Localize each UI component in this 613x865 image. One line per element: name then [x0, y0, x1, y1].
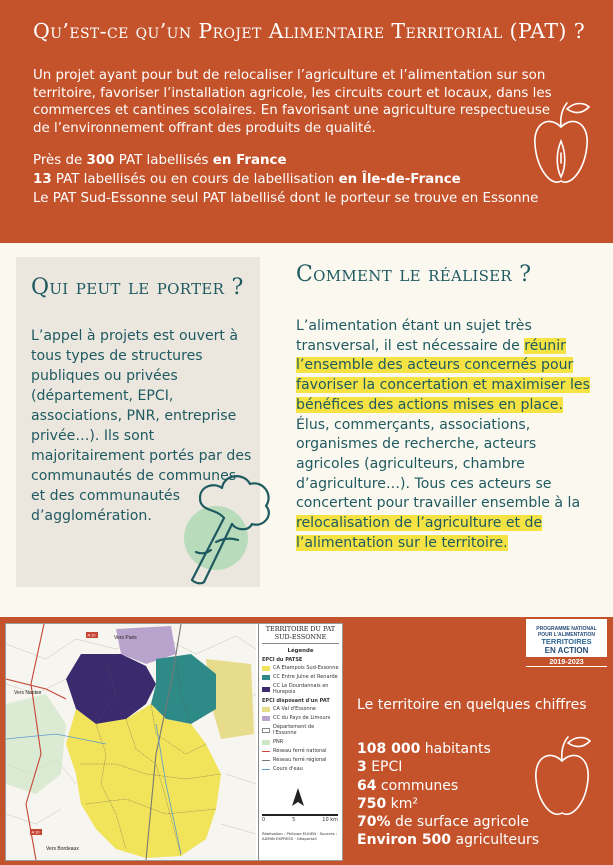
territory-map [5, 623, 343, 861]
map-road-badge: A 10 [87, 632, 96, 638]
main-title: Qu’est-ce qu’un Projet Alimentaire Territorial (PAT) ? [33, 19, 586, 43]
how-to-section [296, 262, 596, 553]
programme-years: 2019-2023 [526, 657, 607, 666]
legend-swatch [262, 707, 270, 712]
figure-line: 64 communes [357, 777, 459, 794]
map-label-bordeaux: Vers Bordeaux [46, 846, 79, 852]
who-title: Qui peut le porter ? [31, 275, 244, 300]
figure-line: 108 000 habitants [357, 741, 491, 757]
stats-block [33, 152, 589, 208]
figure-line: Environ 500 agriculteurs [357, 832, 540, 849]
key-figures-title: Le territoire en quelques chiffres [357, 697, 587, 713]
how-title: Comment le réaliser ? [296, 262, 532, 287]
legend-line [262, 760, 270, 761]
legend-item: CC Entre Juine et Renarde [262, 674, 339, 680]
legend-item: PNR [262, 739, 339, 745]
figure-line: 750 km² [357, 795, 419, 812]
apple-icon [529, 97, 593, 193]
legend-item: CA Etampois Sud-Essonne [262, 665, 339, 671]
map-title: TERRITOIRE DU PAT SUD-ESSONNE [262, 626, 339, 644]
intro-paragraph: Un projet ayant pour but de relocaliser l’agriculture et l’alimentation sur son territoire, favoriser l’installation agricole, les circuits court et locaux, dans les commerces et cantines scolaires. En favorisant une agriculture respectueuse de l’environnement offrant des produits de qualité. [33, 68, 552, 136]
legend-swatch [262, 728, 270, 733]
legend-swatch [262, 666, 270, 671]
legend-section-pat: EPCI disposant d'un PAT [262, 698, 330, 704]
territory-banner [0, 617, 613, 865]
map-label-nantes: Vers Nantes [14, 690, 42, 696]
legend-swatch [262, 675, 270, 680]
legend-item: CA Val d'Essonne [262, 706, 339, 712]
legend-item: Réseau ferré national [262, 748, 339, 754]
scale-bar: 0 5 10 km [262, 814, 338, 823]
programme-logo: PROGRAMME NATIONAL POUR L'ALIMENTATION TERRITOIRES EN ACTION 2019-2023 [526, 619, 607, 667]
legend-swatch [262, 740, 270, 745]
legend-line [262, 769, 270, 770]
legend-swatch [262, 716, 270, 721]
legend-section-patse: EPCI du PATSE [262, 657, 303, 663]
intro-banner [0, 0, 613, 243]
how-body: L’alimentation étant un sujet très transversal, il est nécessaire de réunir l’ensemble des acteurs concernés pour favoriser la concertation et maximiser les bénéfices des actions mises en place. Élus, commerçants, associations, organismes de recherche, acteurs agricoles (agriculteurs, chambre d’agriculture…). Tous ces acteurs se concertent pour travailler ensemble à la relocalisation de l’agriculture et de l’alimentation sur le territoire. [296, 318, 590, 551]
figure-line: 3 EPCI [357, 759, 403, 776]
who-body: L’appel à projets est ouvert à tous types de structures publiques ou privées (département, EPCI, associations, PNR, entreprise privée…). Ils sont majoritairement portés par des communautés de communes et des communautés d’agglomération. [31, 328, 252, 524]
legend-item: Département de l'Essonne [262, 724, 339, 736]
legend-item: Cours d'eau [262, 766, 339, 772]
map-label-paris: Vers Paris [114, 635, 137, 641]
broccoli-icon [178, 468, 278, 588]
legend-line [262, 751, 270, 752]
stat-line-idf: 13 PAT labellisés ou en cours de labellisation en Île-de-France [33, 171, 461, 187]
legend-item: CC du Pays de Limours [262, 715, 339, 721]
legend-item: Réseau ferré régional [262, 757, 339, 763]
highlight-gather: réunir l’ensemble des acteurs concernés pour favoriser la concertation et maximiser les bénéfices des actions mises en place. [296, 337, 590, 413]
stat-line-france: Près de 300 PAT labellisés en France [33, 153, 287, 169]
map-graphic [6, 624, 256, 860]
apple-icon [530, 733, 594, 819]
legend-swatch [262, 687, 270, 692]
figure-line: 70% de surface agricole [357, 814, 529, 831]
highlight-relocalisation: relocalisation de l’agriculture et de l’alimentation sur le territoire. [296, 515, 543, 551]
legend-heading: Légende [287, 648, 314, 654]
legend-item: CC Le Dourdannais en Hurepoix [262, 683, 339, 695]
map-legend [258, 624, 342, 860]
stat-line-essonne: Le PAT Sud-Essonne seul PAT labellisé dont le porteur se trouve en Essonne [33, 190, 539, 206]
map-road-badge: A 10 [31, 829, 40, 835]
north-arrow-icon [288, 786, 308, 810]
map-source: Réalisation : Philippe ELKIEN · Sources : ADMIN EXPRESS · Géoportail [262, 831, 338, 841]
